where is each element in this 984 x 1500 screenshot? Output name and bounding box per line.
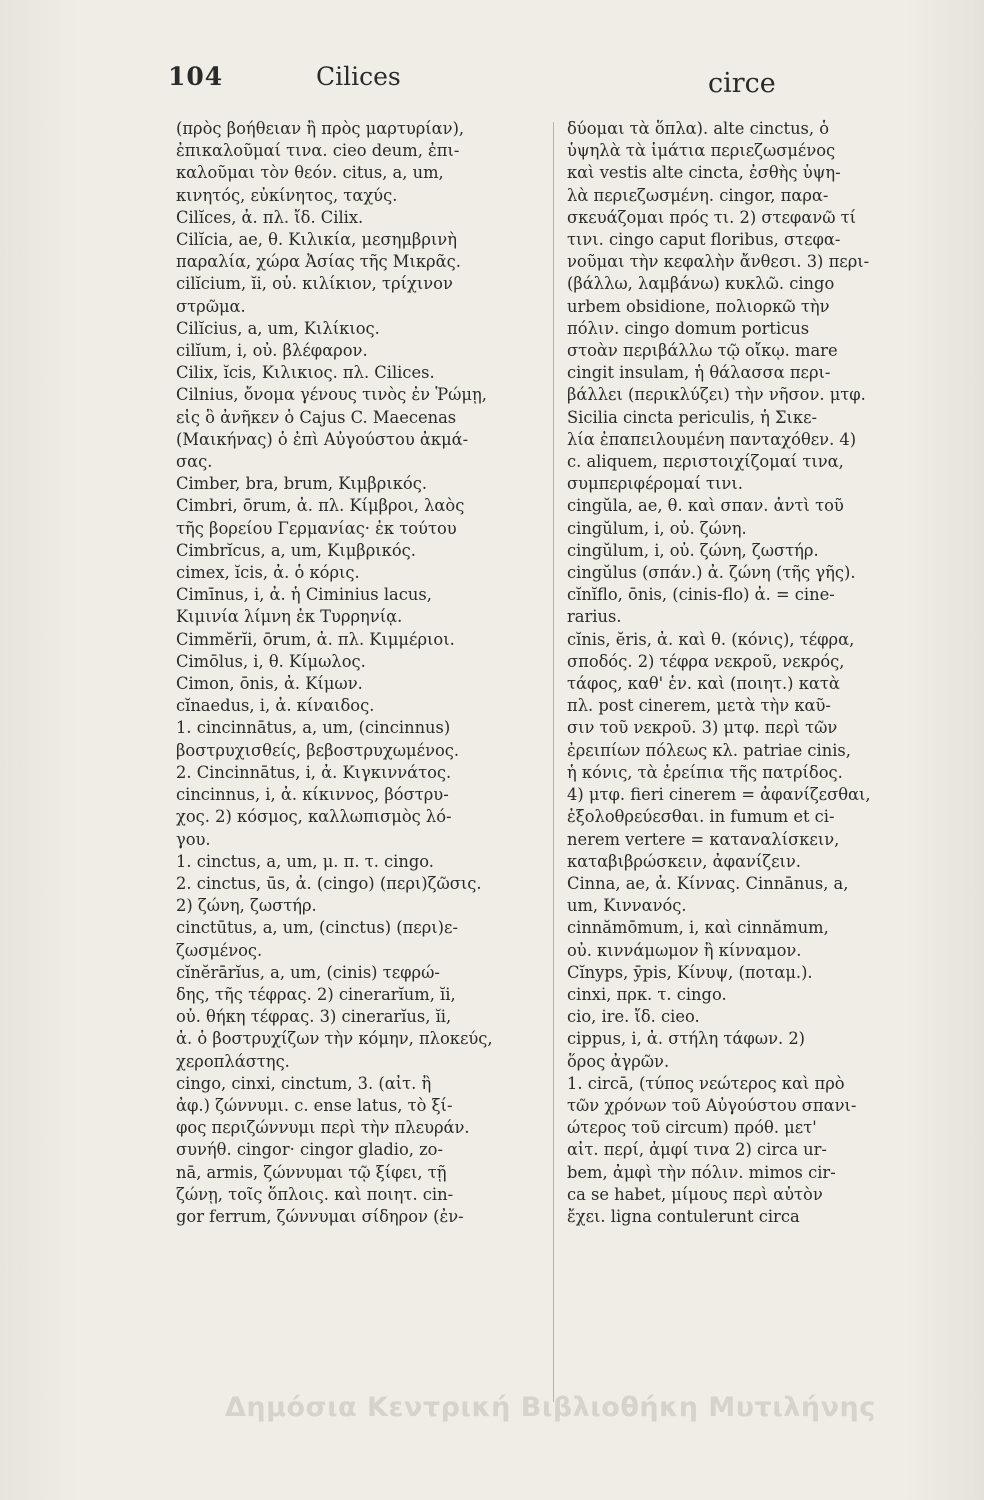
dictionary-line: cippus, i, ἀ. στήλη τάφων. 2) <box>567 1029 806 1049</box>
page-number: 104 <box>168 62 224 91</box>
dictionary-line: Cĭnyps, ȳpis, Κίνυψ, (ποταμ.). <box>567 962 813 982</box>
dictionary-line: ca se habet, μίμους περὶ αὐτὸν <box>567 1184 823 1204</box>
dictionary-line: Cilix, ĭcis, Κιλικιος. πλ. Cilices. <box>176 363 435 383</box>
dictionary-line: gor ferrum, ζώννυμαι σίδηρον (ἐν- <box>176 1206 464 1226</box>
library-watermark: Δημόσια Κεντρική Βιβλιοθήκη Μυτιλήνης <box>225 1392 876 1423</box>
dictionary-line: οὐ. κιννάμωμον ἢ κίνναμον. <box>567 940 802 960</box>
dictionary-line: Cimber, bra, brum, Κιμβρικός. <box>176 474 428 494</box>
dictionary-line: urbem obsidione, πολιορκῶ τὴν <box>567 296 830 316</box>
dictionary-line: συνήθ. cingor· cingor gladio, zo- <box>176 1140 443 1160</box>
dictionary-line: Cinna, ae, ἀ. Κίννας. Cinnānus, a, <box>567 873 849 893</box>
dictionary-line: rarius. <box>567 607 622 627</box>
dictionary-line: 2. cinctus, ūs, ἀ. (cingo) (περι)ζῶσις. <box>176 873 482 893</box>
dictionary-line: δύομαι τὰ ὅπλα). alte cinctus, ὁ <box>567 119 830 138</box>
dictionary-line: (Μαικήνας) ὁ ἐπὶ Αὐγούστου ἀκμά- <box>176 429 469 449</box>
dictionary-line: φος περιζώννυμι περὶ τὴν πλευράν. <box>176 1118 470 1138</box>
dictionary-line: 2) ζώνη, ζωστήρ. <box>176 896 317 916</box>
dictionary-line: cingit insulam, ἡ θάλασσα περι- <box>567 363 831 383</box>
dictionary-line: στοὰν περιβάλλω τῷ οἴκῳ. mare <box>567 341 838 361</box>
dictionary-line: χεροπλάστης. <box>176 1051 290 1071</box>
dictionary-line: cinctūtus, a, um, (cinctus) (περι)ε- <box>176 918 458 938</box>
dictionary-line: σας. <box>176 452 213 472</box>
dictionary-line: Cimīnus, i, ἀ. ἡ Ciminius lacus, <box>176 585 432 605</box>
dictionary-line: συμπεριφέρομαί τινι. <box>567 474 743 494</box>
dictionary-line: δης, τῆς τέφρας. 2) cinerarĭum, ĭi, <box>176 984 456 1004</box>
dictionary-line: εἰς ὃ ἀνῆκεν ὁ Cajus C. Maecenas <box>176 407 457 427</box>
dictionary-line: ὑψηλὰ τὰ ἱμάτια περιεζωσμένος <box>567 141 836 161</box>
dictionary-line: σκευάζομαι πρός τι. 2) στεφανῶ τί <box>567 207 857 227</box>
dictionary-line: Cilĭcia, ae, θ. Κιλικία, μεσημβρινὴ <box>176 230 457 250</box>
dictionary-line: cĭnĕrārĭus, a, um, (cinis) τεφρώ- <box>176 962 440 982</box>
dictionary-line: Cimbrĭcus, a, um, Κιμβρικός. <box>176 540 416 560</box>
dictionary-line: um, Κιννανός. <box>567 896 687 916</box>
dictionary-line: 1. circā, (τύπος νεώτερος καὶ πρὸ <box>567 1073 845 1093</box>
dictionary-line: στρῶμα. <box>176 296 246 316</box>
dictionary-line: ἐξολοθρεύεσθαι. in fumum et ci- <box>567 807 835 827</box>
dictionary-line: 1. cinctus, a, um, μ. π. τ. cingo. <box>176 851 434 871</box>
dictionary-line: ἔχει. ligna contulerunt circa <box>567 1206 800 1226</box>
dictionary-line: πόλιν. cingo domum porticus <box>567 318 810 338</box>
dictionary-line: οὐ. θήκη τέφρας. 3) cinerarĭus, ĭi, <box>176 1007 452 1027</box>
dictionary-line: cingŭlus (σπάν.) ἀ. ζώνη (τῆς γῆς). <box>567 563 856 583</box>
dictionary-line: cimex, ĭcis, ἀ. ὁ κόρις. <box>176 563 360 583</box>
dictionary-line: πλ. post cinerem, μετὰ τὴν καῦ- <box>567 696 831 716</box>
dictionary-line: λία ἐπαπειλουμένη πανταχόθεν. 4) <box>567 429 857 449</box>
dictionary-line: cio, ire. ἴδ. cieo. <box>567 1007 700 1027</box>
dictionary-line: βάλλει (περικλύζει) τὴν νῆσον. μτφ. <box>567 385 866 405</box>
dictionary-line: σποδός. 2) τέφρα νεκροῦ, νεκρός, <box>567 651 845 671</box>
right-running-headword: circe <box>708 68 776 99</box>
dictionary-line: cingŭlum, i, οὐ. ζώνη, ζωστήρ. <box>567 540 819 560</box>
dictionary-line: Cilĭcius, a, um, Κιλίκιος. <box>176 318 380 338</box>
dictionary-line: ζώνῃ, τοῖς ὅπλοις. καὶ ποιητ. cin- <box>176 1184 454 1204</box>
dictionary-line: 2. Cincinnātus, i, ἀ. Κιγκιννάτος. <box>176 762 452 782</box>
dictionary-line: χος. 2) κόσμος, καλλωπισμὸς λό- <box>176 807 452 827</box>
dictionary-line: Cimbri, ōrum, ἀ. πλ. Κίμβροι, λαὸς <box>176 496 465 516</box>
dictionary-line: Sicilia cincta periculis, ἡ Σικε- <box>567 407 818 427</box>
dictionary-line: καὶ vestis alte cincta, ἐσθὴς ὑψη- <box>567 163 841 183</box>
dictionary-line: nerem vertere = καταναλίσκειν, <box>567 829 840 849</box>
dictionary-line: ἐπικαλοῦμαί τινα. cieo deum, ἐπι- <box>176 141 460 161</box>
left-column <box>176 118 546 1228</box>
dictionary-line: 4) μτφ. fieri cinerem = ἀφανίζεσθαι, <box>567 785 871 805</box>
dictionary-line: ώτερος τοῦ circum) πρόθ. μετ' <box>567 1118 817 1138</box>
dictionary-line: cĭnĭflo, ōnis, (cinis-flo) ἀ. = cine- <box>567 585 835 605</box>
dictionary-line: cingo, cinxi, cinctum, 3. (αἰτ. ἢ <box>176 1073 432 1093</box>
dictionary-line: (πρὸς βοήθειαν ἢ πρὸς μαρτυρίαν), <box>176 119 465 138</box>
dictionary-line: Κιμινία λίμνη ἐκ Τυρρηνίᾳ. <box>176 607 403 627</box>
dictionary-line: τῆς βορείου Γερμανίας· ἐκ τούτου <box>176 518 457 538</box>
dictionary-line: καταβιβρώσκειν, ἀφανίζειν. <box>567 851 801 871</box>
dictionary-line: ὅρος ἀγρῶν. <box>567 1051 670 1071</box>
dictionary-line: ἡ κόνις, τὰ ἐρείπια τῆς πατρίδος. <box>567 762 843 782</box>
dictionary-line: cilĭum, i, οὐ. βλέφαρον. <box>176 341 368 361</box>
dictionary-line: cinxi, πρκ. τ. cingo. <box>567 984 727 1004</box>
right-column <box>567 118 939 1228</box>
dictionary-line: ζωσμένος. <box>176 940 263 960</box>
dictionary-line: cĭnaedus, i, ἀ. κίναιδος. <box>176 696 375 716</box>
dictionary-line: ἐρειπίων πόλεως κλ. patriae cinis, <box>567 740 851 760</box>
dictionary-line: Cimōlus, i, θ. Κίμωλος. <box>176 651 366 671</box>
dictionary-line: κινητός, εὐκίνητος, ταχύς. <box>176 185 398 205</box>
dictionary-line: ἀφ.) ζώννυμι. c. ense latus, τὸ ξί- <box>176 1095 453 1115</box>
left-running-headword: Cilices <box>316 62 401 91</box>
dictionary-line: νοῦμαι τὴν κεφαλὴν ἄνθεσι. 3) περι- <box>567 252 870 272</box>
dictionary-line: cinnămōmum, i, καὶ cinnămum, <box>567 918 829 938</box>
dictionary-line: cincinnus, i, ἀ. κίκιννος, βόστρυ- <box>176 785 449 805</box>
dictionary-line: c. aliquem, περιστοιχίζομαί τινα, <box>567 452 844 472</box>
dictionary-line: γου. <box>176 829 211 849</box>
dictionary-line: nā, armis, ζώννυμαι τῷ ξίφει, τῇ <box>176 1162 447 1182</box>
dictionary-line: (βάλλω, λαμβάνω) κυκλῶ. cingo <box>567 274 835 294</box>
dictionary-line: αἰτ. περί, ἀμφί τινα 2) circa ur- <box>567 1140 827 1160</box>
dictionary-line: Cilnius, ὄνομα γένους τινὸς ἐν Ῥώμῃ, <box>176 385 487 405</box>
dictionary-line: καλοῦμαι τὸν θεόν. citus, a, um, <box>176 163 444 183</box>
dictionary-line: τῶν χρόνων τοῦ Αὐγούστου σπανι- <box>567 1095 857 1115</box>
dictionary-line: Cimon, ōnis, ἀ. Κίμων. <box>176 674 363 694</box>
dictionary-line: τινι. cingo caput floribus, στεφα- <box>567 230 841 250</box>
dictionary-line: Cilĭces, ἀ. πλ. ἴδ. Cilix. <box>176 207 364 227</box>
column-divider <box>553 122 554 1402</box>
dictionary-line: σιν τοῦ νεκροῦ. 3) μτφ. περὶ τῶν <box>567 718 838 738</box>
dictionary-line: cingŭla, ae, θ. καὶ σπαν. ἀντὶ τοῦ <box>567 496 844 516</box>
dictionary-line: cilĭcium, ĭi, οὐ. κιλίκιον, τρίχινον <box>176 274 453 294</box>
dictionary-line: τάφος, καθ' ἑν. καὶ (ποιητ.) κατὰ <box>567 674 840 694</box>
dictionary-line: ἀ. ὁ βοστρυχίζων τὴν κόμην, πλοκεύς, <box>176 1029 493 1049</box>
dictionary-line: 1. cincinnātus, a, um, (cincinnus) <box>176 718 451 738</box>
dictionary-line: λὰ περιεζωσμένη. cingor, παρα- <box>567 185 829 205</box>
page-header <box>168 62 788 102</box>
dictionary-line: παραλία, χώρα Ἀσίας τῆς Μικρᾶς. <box>176 252 461 272</box>
dictionary-line: cĭnis, ĕris, ἀ. καὶ θ. (κόνις), τέφρα, <box>567 629 855 649</box>
dictionary-line: cingŭlum, i, οὐ. ζώνη. <box>567 518 747 538</box>
dictionary-line: bem, ἀμφὶ τὴν πόλιν. mimos cir- <box>567 1162 836 1182</box>
dictionary-line: βοστρυχισθείς, βεβοστρυχωμένος. <box>176 740 460 760</box>
dictionary-line: Cimmĕrĭi, ōrum, ἀ. πλ. Κιμμέριοι. <box>176 629 455 649</box>
